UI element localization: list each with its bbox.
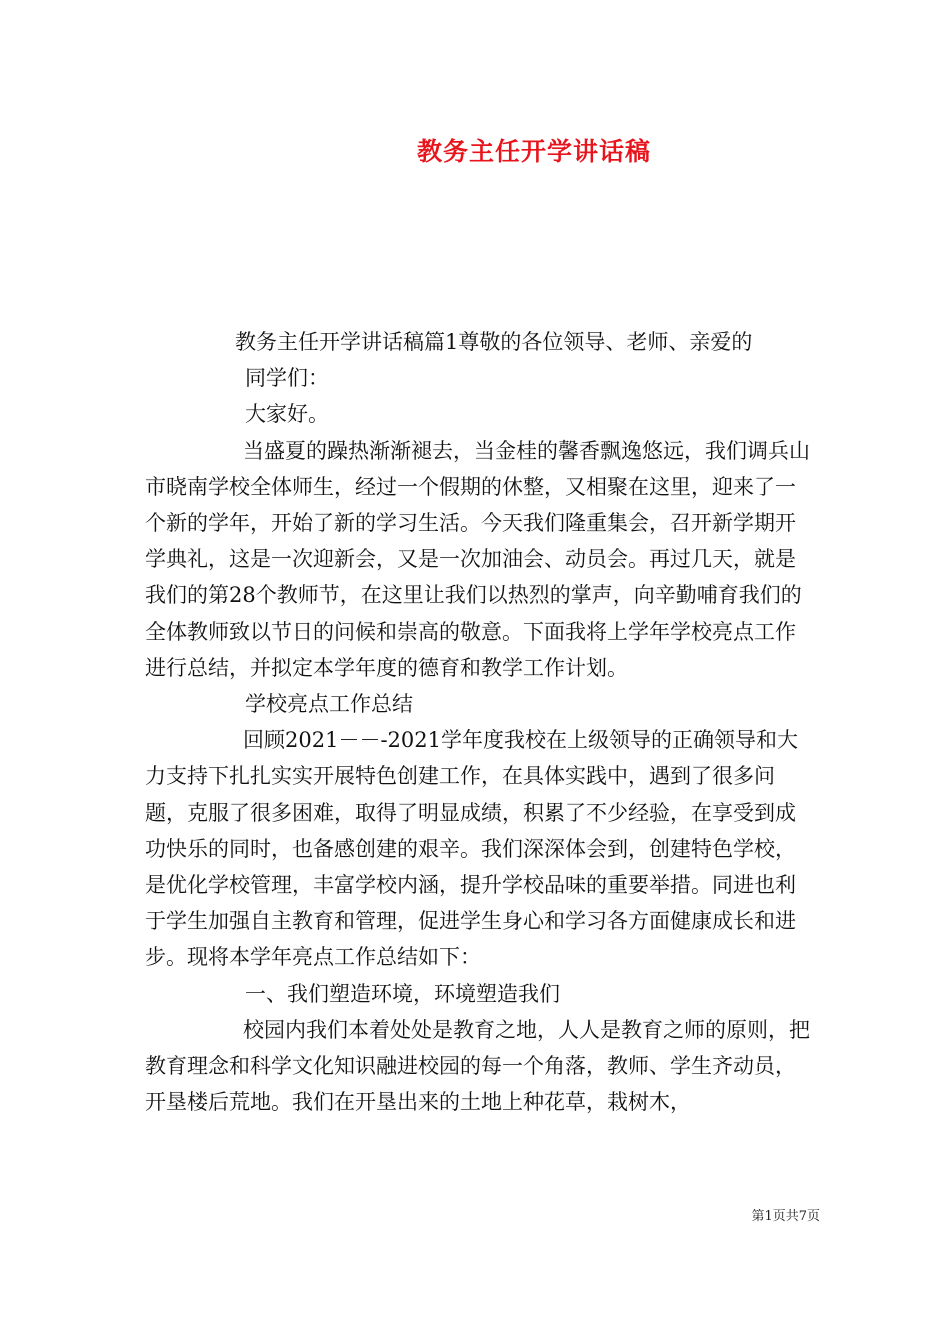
salutation: 同学们： [245,366,329,391]
section-heading: 学校亮点工作总结 [245,692,413,717]
heading-paragraph: 教务主任开学讲话稿篇1尊敬的各位领导、老师、亲爱的 [235,330,753,354]
greeting: 大家好。 [245,402,329,427]
body-paragraph: 校园内我们本着处处是教育之地，人人是教育之师的原则，把教育理念和科学文化知识融进校园的每一个角落，教师、学生齐动员，开垦楼后荒地。我们在开垦出来的土地上种花草，栽树木， [145,1017,810,1115]
page-number: 第1页共7页 [751,1209,820,1224]
body-paragraph: 当盛夏的躁热渐渐褪去，当金桂的馨香飘逸悠远，我们调兵山市晓南学校全体师生，经过一个假期的休整，又相聚在这里，迎来了一个新的学年，开始了新的学习生活。今天我们隆重集会，召开新学期开学典礼，这是一次迎新会，又是一次加油会、动员会。再过几天，就是我们的第28个教师节，在这里让我们以热烈的掌声，向辛勤哺育我们的全体教师致以节日的问候和崇高的敬意。下面我将上学年学校亮点工作进行总结，并拟定本学年度的德育和教学工作计划。 [145,438,810,680]
document-title: 教务主任开学讲话稿 [416,137,651,166]
body-paragraph: 回顾2021－－-2021学年度我校在上级领导的正确领导和大力支持下扎扎实实开展特色创建工作，在具体实践中，遇到了很多问题，克服了很多困难，取得了明显成绩，积累了不少经验，在享受到成功快乐的同时，也备感创建的艰辛。我们深深体会到，创建特色学校，是优化学校管理，丰富学校内涵，提升学校品味的重要举措。同进也利于学生加强自主教育和管理，促进学生身心和学习各方面健康成长和进步。现将本学年亮点工作总结如下： [145,728,798,970]
document-body [145,324,815,1120]
section-heading: 一、我们塑造环境，环境塑造我们 [245,981,560,1006]
